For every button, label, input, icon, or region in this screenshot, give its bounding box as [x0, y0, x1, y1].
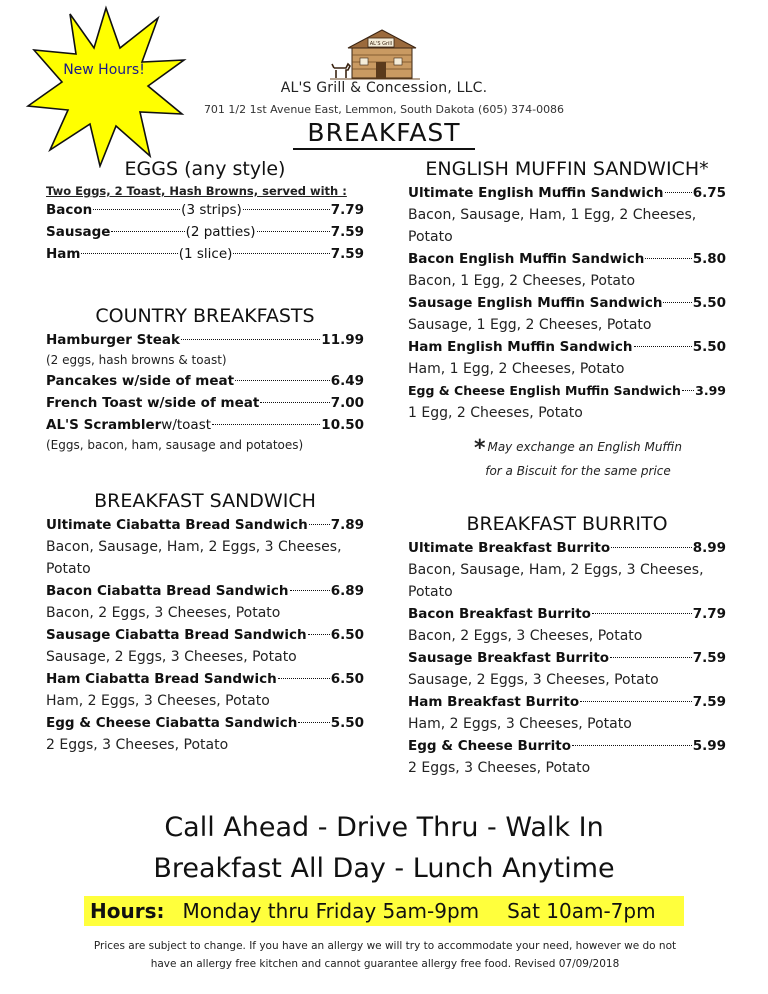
item-price: 10.50 — [321, 417, 364, 433]
country-section — [46, 303, 364, 455]
item-price: 7.59 — [692, 650, 726, 666]
item-price: 11.99 — [321, 332, 364, 348]
country-heading: COUNTRY BREAKFASTS — [95, 305, 315, 327]
item-desc: Ham, 2 Eggs, 3 Cheeses, Potato — [408, 716, 632, 732]
item-name: French Toast w/side of meat — [46, 395, 260, 411]
sandwich-section — [46, 488, 364, 756]
item-desc: Sausage, 2 Eggs, 3 Cheeses, Potato — [46, 649, 297, 665]
item-desc: Bacon, 2 Eggs, 3 Cheeses, Potato — [408, 628, 643, 644]
item-price: 7.59 — [330, 246, 365, 262]
muffin-heading: ENGLISH MUFFIN SANDWICH* — [425, 158, 709, 180]
country-item — [46, 392, 364, 414]
burrito-section — [408, 511, 726, 779]
item-name: Pancakes w/side of meat — [46, 373, 235, 389]
exchange-line-1: May exchange an English Muffin — [487, 440, 683, 454]
item-name: AL'S Scrambler — [46, 417, 162, 433]
item-price: 8.99 — [692, 540, 726, 556]
item-price: 7.89 — [330, 517, 364, 533]
item-price: 5.50 — [330, 715, 364, 731]
burrito-heading: BREAKFAST BURRITO — [466, 513, 668, 535]
item-price: 7.59 — [330, 224, 365, 240]
page-title-text: BREAKFAST — [293, 118, 474, 150]
item-desc: Sausage, 1 Egg, 2 Cheeses, Potato — [408, 317, 652, 333]
sandwich-heading: BREAKFAST SANDWICH — [94, 490, 316, 512]
item-name: Ultimate English Muffin Sandwich — [408, 185, 664, 201]
muffin-item — [408, 182, 726, 204]
item-price: 5.50 — [692, 339, 726, 355]
item-price: 6.50 — [330, 627, 364, 643]
sandwich-item — [46, 712, 364, 734]
muffin-item — [408, 248, 726, 270]
item-desc: 1 Egg, 2 Cheeses, Potato — [408, 405, 583, 421]
sandwich-item — [46, 624, 364, 646]
item-name: Egg & Cheese Burrito — [408, 738, 572, 754]
country-item — [46, 329, 364, 351]
item-price: 6.89 — [330, 583, 364, 599]
item-name: Ham English Muffin Sandwich — [408, 339, 633, 355]
item-name: Ham — [46, 246, 81, 262]
business-address: 701 1/2 1st Avenue East, Lemmon, South Dakota (605) 374-0086 — [203, 103, 565, 116]
new-hours-text: New Hours! — [63, 62, 145, 78]
item-price: 5.80 — [692, 251, 726, 267]
item-desc: 2 Eggs, 3 Cheeses, Potato — [408, 760, 591, 776]
tagline-breakfast-all-day: Breakfast All Day - Lunch Anytime — [153, 853, 615, 884]
page-title — [0, 118, 768, 150]
asterisk-mark: * — [473, 436, 486, 461]
eggs-heading: EGGS (any style) — [124, 158, 286, 180]
cabin-logo — [330, 24, 420, 84]
item-price: 5.99 — [692, 738, 726, 754]
eggs-section — [46, 156, 364, 265]
item-price: 6.75 — [692, 185, 726, 201]
burrito-item — [408, 537, 726, 559]
eggs-item — [46, 221, 364, 243]
item-desc: (2 eggs, hash browns & toast) — [46, 353, 227, 367]
country-item — [46, 370, 364, 392]
muffin-section — [408, 156, 726, 424]
hours-label: Hours: — [90, 899, 165, 923]
item-name: Ultimate Breakfast Burrito — [408, 540, 611, 556]
item-desc: Bacon, 2 Eggs, 3 Cheeses, Potato — [46, 605, 281, 621]
eggs-note: Two Eggs, 2 Toast, Hash Browns, served with : — [46, 184, 347, 198]
logo-sign-text: AL'S Grill — [369, 41, 393, 47]
item-desc: 2 Eggs, 3 Cheeses, Potato — [46, 737, 229, 753]
item-desc: Sausage, 2 Eggs, 3 Cheeses, Potato — [408, 672, 659, 688]
item-desc: (Eggs, bacon, ham, sausage and potatoes) — [46, 438, 304, 452]
item-desc: Ham, 2 Eggs, 3 Cheeses, Potato — [46, 693, 270, 709]
tagline-order-options: Call Ahead - Drive Thru - Walk In — [164, 812, 604, 843]
eggs-item — [46, 243, 364, 265]
business-name: AL'S Grill & Concession, LLC. — [280, 80, 488, 96]
item-price: 6.50 — [330, 671, 364, 687]
item-name: Sausage Breakfast Burrito — [408, 650, 610, 666]
item-desc: Bacon, Sausage, Ham, 2 Eggs, 3 Cheeses, Potato — [46, 539, 342, 577]
item-name: Bacon English Muffin Sandwich — [408, 251, 645, 267]
item-name: Egg & Cheese Ciabatta Sandwich — [46, 715, 298, 731]
hours-saturday: Sat 10am-7pm — [507, 899, 656, 923]
item-name: Sausage Ciabatta Bread Sandwich — [46, 627, 307, 643]
sandwich-item — [46, 514, 364, 536]
muffin-exchange-note — [448, 436, 708, 482]
item-desc: Ham, 1 Egg, 2 Cheeses, Potato — [408, 361, 625, 377]
burrito-item — [408, 603, 726, 625]
burrito-item — [408, 647, 726, 669]
item-desc: Bacon, 1 Egg, 2 Cheeses, Potato — [408, 273, 636, 289]
item-name: Egg & Cheese English Muffin Sandwich — [408, 383, 681, 398]
disclaimer-line-2: have an allergy free kitchen and cannot guarantee allergy free food. Revised 07/09/2018 — [150, 958, 620, 970]
item-detail: (1 slice) — [178, 246, 233, 262]
item-desc: Bacon, Sausage, Ham, 2 Eggs, 3 Cheeses, Potato — [408, 562, 704, 600]
item-desc: Bacon, Sausage, Ham, 1 Egg, 2 Cheeses, Potato — [408, 207, 697, 245]
item-name: Ham Breakfast Burrito — [408, 694, 580, 710]
muffin-item — [408, 292, 726, 314]
muffin-item — [408, 336, 726, 358]
item-name: Bacon Breakfast Burrito — [408, 606, 591, 622]
item-price: 3.99 — [695, 383, 726, 398]
hours-banner — [84, 896, 684, 926]
item-price: 5.50 — [692, 295, 726, 311]
allergy-disclaimer — [90, 937, 680, 973]
item-extra: w/toast — [161, 417, 212, 433]
item-price: 7.59 — [692, 694, 726, 710]
item-name: Sausage — [46, 224, 111, 240]
item-name: Ham Ciabatta Bread Sandwich — [46, 671, 277, 687]
item-price: 7.79 — [330, 202, 365, 218]
muffin-item — [408, 380, 726, 402]
item-name: Sausage English Muffin Sandwich — [408, 295, 663, 311]
item-name: Bacon — [46, 202, 93, 218]
hours-weekday: Monday thru Friday 5am-9pm — [182, 899, 480, 923]
item-price: 6.49 — [330, 373, 364, 389]
item-detail: (2 patties) — [185, 224, 256, 240]
burrito-item — [408, 735, 726, 757]
burrito-item — [408, 691, 726, 713]
item-name: Bacon Ciabatta Bread Sandwich — [46, 583, 289, 599]
country-item — [46, 414, 364, 436]
item-name: Hamburger Steak — [46, 332, 181, 348]
exchange-line-2: for a Biscuit for the same price — [485, 464, 671, 478]
item-price: 7.00 — [330, 395, 364, 411]
disclaimer-line-1: Prices are subject to change. If you have an allergy we will try to accommodate your need, however we do not — [93, 940, 677, 952]
item-price: 7.79 — [692, 606, 726, 622]
item-detail: (3 strips) — [181, 202, 242, 218]
item-name: Ultimate Ciabatta Bread Sandwich — [46, 517, 308, 533]
sandwich-item — [46, 668, 364, 690]
sandwich-item — [46, 580, 364, 602]
eggs-item — [46, 199, 364, 221]
